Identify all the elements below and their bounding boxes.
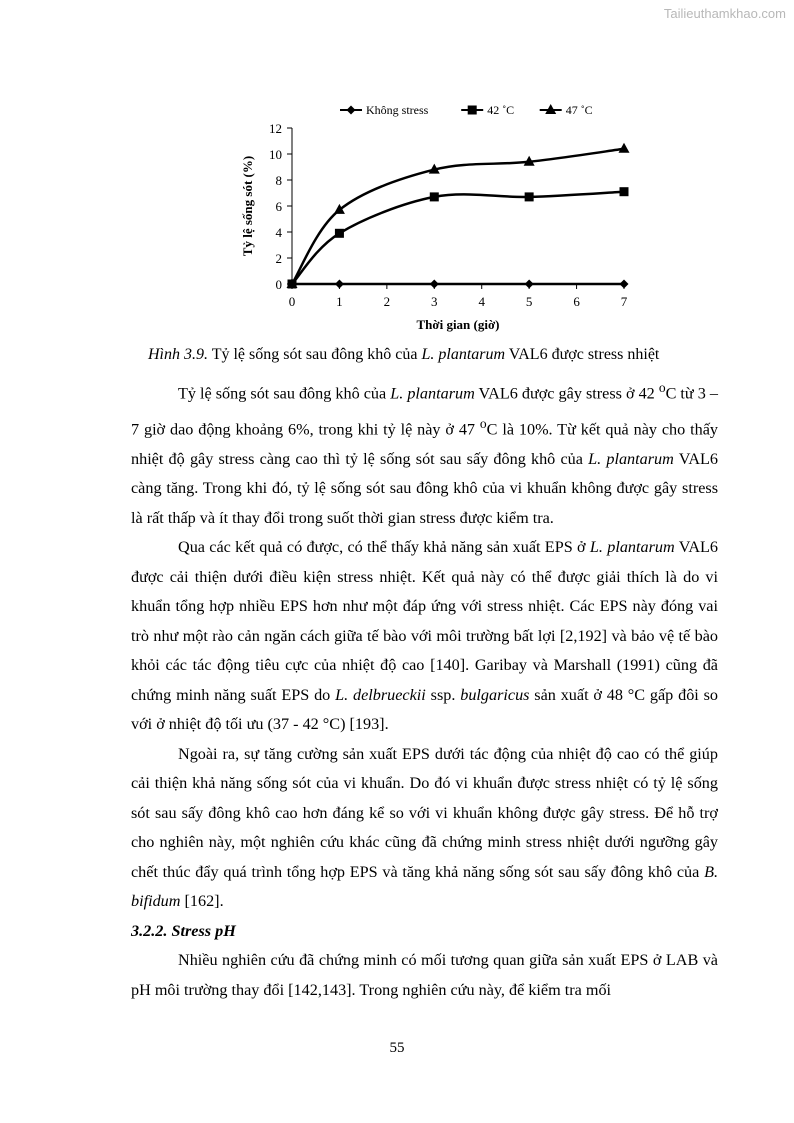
text-run: VAL6 được gây stress ở 42 [474, 384, 659, 403]
y-tick-label: 8 [275, 173, 282, 188]
data-point-square [525, 192, 534, 201]
text-run: C từ 3 – 7 giờ dao động khoảng 6%, trong khi tỷ lệ này ở 47 [131, 384, 718, 439]
y-tick-label: 2 [275, 251, 282, 266]
caption-text-end: VAL6 được stress nhiệt [505, 346, 660, 363]
text-run: Qua các kết quả có được, có thể thấy khả năng sản xuất EPS ở [178, 538, 590, 557]
caption-label: Hình 3.9. [148, 346, 208, 363]
paragraph-3 [131, 740, 718, 917]
x-tick-label: 3 [431, 294, 438, 309]
data-point-triangle [334, 204, 345, 214]
y-tick-label: 10 [269, 147, 282, 162]
paragraph-1 [131, 373, 718, 533]
text-run: Ngoài ra, sự tăng cường sản xuất EPS dưới tác động của nhiệt độ cao có thể giúp cải thiện khả năng sống sót của vi khuẩn. Do đó vi khuẩn được stress nhiệt có tỷ lệ sống sót sau sấy đông khô cao hơn đáng kể so với vi khuẩn không được gây stress. Để hỗ trợ cho nghiên này, một nghiên cứu khác cũng đã chứng minh stress nhiệt dưới ngưỡng gây chết thúc đẩy quá trình tổng hợp EPS và tăng khả năng sống sót sau sấy đông khô của [131, 744, 718, 881]
page-number: 55 [389, 1040, 405, 1056]
survival-rate-chart [230, 96, 640, 341]
text-run: sản xuất ở 48 °C gấp đôi so với ở nhiệt độ tối ưu (37 - 42 °C) [193]. [131, 685, 719, 734]
x-tick-label: 7 [620, 294, 628, 309]
species-name: L. plantarum [390, 384, 475, 403]
data-point-square [430, 192, 439, 201]
data-point-square [335, 229, 344, 238]
body-text [131, 373, 718, 1005]
data-point-triangle [619, 143, 630, 153]
x-tick-label: 1 [336, 294, 343, 309]
text-run: C là 10%. Từ kết quả này cho thấy nhiệt độ gây stress càng cao thì tỷ lệ sống sót sau sấy đông khô của [131, 420, 718, 468]
x-axis-label: Thời gian (giờ) [416, 317, 500, 332]
x-tick-label: 4 [478, 294, 485, 309]
paragraph-2 [131, 533, 718, 740]
legend-marker-square [468, 106, 477, 115]
data-point-diamond [430, 280, 439, 289]
chart-svg [230, 96, 640, 336]
legend-label: 47 ˚C [565, 103, 593, 117]
caption-species: L. plantarum [421, 346, 506, 363]
data-point-diamond [525, 280, 534, 289]
paragraph-4 [131, 946, 718, 1005]
text-run: VAL6 càng tăng. Trong khi đó, tỷ lệ sống sót sau đông khô của vi khuẩn không được gây stress là rất thấp và ít thay đổi trong suốt thời gian stress được kiểm tra. [131, 449, 719, 527]
legend-label: Không stress [366, 103, 429, 117]
caption-text: Tỷ lệ sống sót sau đông khô của [208, 346, 422, 363]
section-heading: 3.2.2. Stress pH [131, 921, 236, 940]
figure-caption [148, 346, 659, 364]
y-axis-label: Tỷ lệ sống sót (%) [240, 155, 255, 257]
text-run: ssp. [425, 685, 461, 704]
y-tick-label: 0 [275, 277, 282, 292]
text-run: [162]. [180, 892, 224, 911]
x-tick-label: 6 [573, 294, 580, 309]
series-line-3 [292, 149, 624, 284]
data-point-square [620, 187, 629, 196]
y-tick-label: 12 [269, 121, 282, 136]
degree-superscript: o [658, 380, 666, 395]
x-tick-label: 0 [288, 294, 296, 309]
text-run: Nhiều nghiên cứu đã chứng minh có mối tương quan giữa sản xuất EPS ở LAB và pH môi trường thay đổi [142,143]. Trong nghiên cứu này, để kiểm tra mối [131, 951, 718, 999]
text-run: VAL6 được cải thiện dưới điều kiện stress nhiệt. Kết quả này có thể được giải thích là do vi khuẩn tổng hợp nhiều EPS hơn như một đáp ứng với stress nhiệt. Các EPS này đóng vai trò như một rào cản ngăn cách giữa tế bào với môi trường bất lợi [2,192] và bảo vệ tế bào khỏi các tác động tiêu cực của nhiệt độ cao [140]. Garibay và Marshall (1991) cũng đã chứng minh năng suất EPS do [131, 538, 718, 704]
species-name: L. plantarum [589, 538, 675, 557]
data-point-diamond [335, 280, 344, 289]
species-name: B. bifidum [131, 862, 718, 911]
species-name: bulgaricus [460, 685, 530, 704]
x-tick-label: 2 [383, 294, 391, 309]
watermark: Tailieuthamkhao.com [663, 6, 786, 21]
series-line-2 [292, 192, 624, 284]
degree-superscript: o [479, 415, 487, 431]
x-tick-label: 5 [525, 294, 533, 309]
data-point-diamond [620, 280, 629, 289]
species-name: L. plantarum [588, 449, 674, 468]
y-tick-label: 6 [275, 199, 282, 214]
legend-label: 42 ˚C [487, 103, 515, 117]
legend-marker-diamond [347, 106, 356, 115]
text-run: Tỷ lệ sống sót sau đông khô của [178, 384, 391, 403]
y-tick-label: 4 [275, 225, 282, 240]
species-name: L. delbrueckii [335, 685, 426, 704]
